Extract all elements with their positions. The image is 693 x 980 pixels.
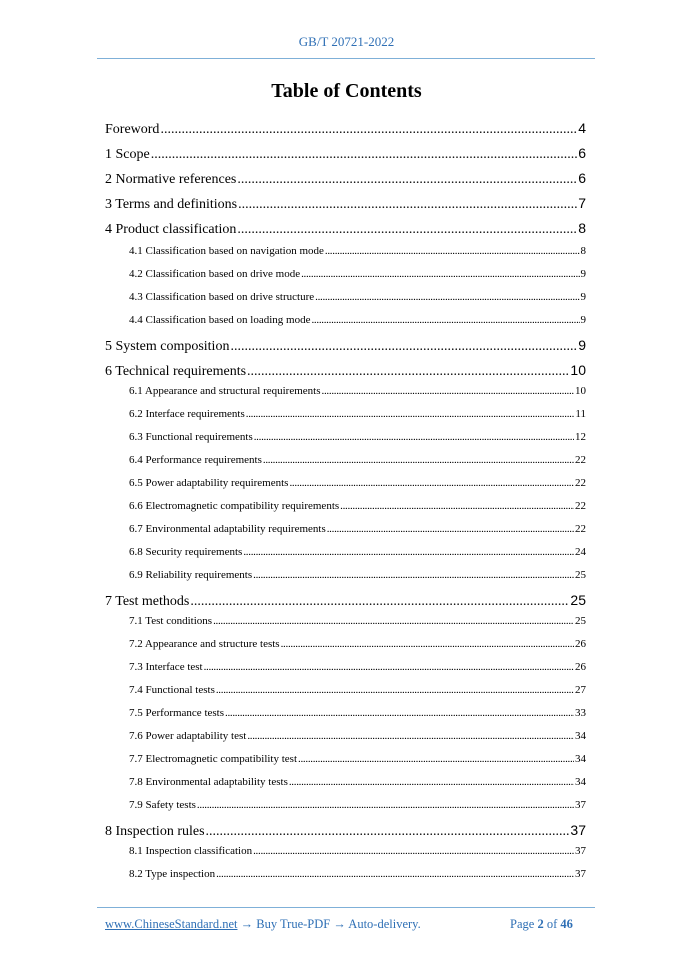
toc-entry[interactable] xyxy=(105,170,586,188)
dot-leader xyxy=(301,268,579,280)
toc-entry-title: 4.2 Classification based on drive mode xyxy=(129,268,301,280)
toc-entry-title: 7.5 Performance tests xyxy=(129,707,224,719)
current-page-number: 2 xyxy=(537,917,544,931)
toc-entry-title: 7.8 Environmental adaptability tests xyxy=(129,776,288,788)
toc-entry-title: 4 Product classification xyxy=(105,222,237,237)
toc-entry[interactable] xyxy=(105,638,586,650)
toc-entry-page-number: 9 xyxy=(578,337,586,353)
toc-entry[interactable] xyxy=(105,268,586,280)
toc-entry-page-number: 37 xyxy=(575,799,586,811)
toc-entry-title: 6.3 Functional requirements xyxy=(129,431,253,443)
toc-entry[interactable] xyxy=(105,799,586,811)
dot-leader xyxy=(322,385,574,397)
dot-leader xyxy=(247,730,574,742)
toc-entry-page-number: 25 xyxy=(570,592,586,608)
toc-entry[interactable] xyxy=(105,753,586,765)
toc-entry-page-number: 11 xyxy=(575,408,586,420)
toc-entry-title: Foreword xyxy=(105,122,160,137)
toc-entry-title: 6.1 Appearance and structural requirements xyxy=(129,385,321,397)
site-link[interactable]: www.ChineseStandard.net xyxy=(105,917,238,931)
total-page-number: 46 xyxy=(560,917,573,931)
toc-entry-title: 7.9 Safety tests xyxy=(129,799,196,811)
toc-entry-page-number: 26 xyxy=(575,661,586,673)
toc-entry-title: 6.2 Interface requirements xyxy=(129,408,245,420)
toc-entry[interactable] xyxy=(105,245,586,257)
toc-entry-page-number: 6 xyxy=(578,145,586,161)
footer-promo xyxy=(105,917,421,932)
toc-entry[interactable] xyxy=(105,408,586,420)
toc-entry-title: 7.1 Test conditions xyxy=(129,615,213,627)
dot-leader xyxy=(216,868,574,880)
toc-entry[interactable] xyxy=(105,500,586,512)
dot-leader xyxy=(238,197,577,213)
toc-entry[interactable] xyxy=(105,477,586,489)
toc-entry-page-number: 8 xyxy=(580,245,586,257)
dot-leader xyxy=(247,364,569,380)
dot-leader xyxy=(327,523,574,535)
page-prefix: Page xyxy=(510,917,535,931)
toc-entry-page-number: 4 xyxy=(578,120,586,136)
toc-entry-page-number: 6 xyxy=(578,170,586,186)
toc-entry-page-number: 8 xyxy=(578,220,586,236)
toc-entry-page-number: 7 xyxy=(578,195,586,211)
toc-entry-page-number: 25 xyxy=(575,615,586,627)
toc-entry-page-number: 33 xyxy=(575,707,586,719)
toc-entry-title: 7.2 Appearance and structure tests xyxy=(129,638,280,650)
dot-leader xyxy=(253,569,574,581)
page-title: Table of Contents xyxy=(271,80,422,102)
dot-leader xyxy=(263,454,574,466)
toc-entry-page-number: 25 xyxy=(575,569,586,581)
dot-leader xyxy=(204,661,574,673)
dot-leader xyxy=(160,122,577,138)
toc-entry-title: 2 Normative references xyxy=(105,172,237,187)
toc-entry[interactable] xyxy=(105,220,586,238)
toc-entry[interactable] xyxy=(105,314,586,326)
toc-entry[interactable] xyxy=(105,661,586,673)
dot-leader xyxy=(311,314,579,326)
toc-entry[interactable] xyxy=(105,707,586,719)
toc-entry[interactable] xyxy=(105,362,586,380)
toc-entry-page-number: 10 xyxy=(570,362,586,378)
toc-entry-page-number: 22 xyxy=(575,523,586,535)
toc-entry-page-number: 9 xyxy=(580,314,586,326)
toc-entry-title: 6.6 Electromagnetic compatibility requirements xyxy=(129,500,340,512)
toc-entry-title: 8 Inspection rules xyxy=(105,824,205,839)
toc-entry-title: 3 Terms and definitions xyxy=(105,197,238,212)
promo-text: → Buy True-PDF → Auto-delivery. xyxy=(237,917,421,931)
toc-entry-page-number: 37 xyxy=(575,868,586,880)
toc-entry-page-number: 34 xyxy=(575,753,586,765)
toc-entry[interactable] xyxy=(105,569,586,581)
toc-entry-page-number: 37 xyxy=(570,822,586,838)
toc-entry-title: 6.4 Performance requirements xyxy=(129,454,262,466)
toc-entry-title: 8.1 Inspection classification xyxy=(129,845,253,857)
toc-entry[interactable] xyxy=(105,546,586,558)
toc-entry-title: 6 Technical requirements xyxy=(105,364,247,379)
dot-leader xyxy=(289,477,574,489)
toc-entry-title: 4.4 Classification based on loading mode xyxy=(129,314,311,326)
page-indicator xyxy=(510,917,573,932)
toc-entry-title: 7.7 Electromagnetic compatibility test xyxy=(129,753,298,765)
toc-entry-page-number: 34 xyxy=(575,776,586,788)
toc-entry[interactable] xyxy=(105,145,586,163)
toc-entry-page-number: 22 xyxy=(575,500,586,512)
toc-entry-page-number: 24 xyxy=(575,546,586,558)
toc-entry-title: 6.5 Power adaptability requirements xyxy=(129,477,289,489)
toc-entry-page-number: 37 xyxy=(575,845,586,857)
toc-entry-title: 7.6 Power adaptability test xyxy=(129,730,247,742)
dot-leader xyxy=(237,172,577,188)
toc-entry-page-number: 26 xyxy=(575,638,586,650)
dot-leader xyxy=(206,824,570,840)
dot-leader xyxy=(213,615,574,627)
toc-entry[interactable] xyxy=(105,845,586,857)
toc-entry[interactable] xyxy=(105,385,586,397)
dot-leader xyxy=(216,684,574,696)
dot-leader xyxy=(246,408,575,420)
dot-leader xyxy=(281,638,574,650)
toc-entry[interactable] xyxy=(105,592,586,610)
dot-leader xyxy=(289,776,574,788)
toc-entry[interactable] xyxy=(105,291,586,303)
toc-entry-title: 4.3 Classification based on drive structure xyxy=(129,291,315,303)
toc-entry-title: 4.1 Classification based on navigation mode xyxy=(129,245,324,257)
toc-entry-page-number: 9 xyxy=(580,268,586,280)
dot-leader xyxy=(254,431,574,443)
toc-entry-title: 7.3 Interface test xyxy=(129,661,203,673)
toc-entry[interactable] xyxy=(105,615,586,627)
page-of: of xyxy=(546,917,558,931)
toc-entry-title: 7 Test methods xyxy=(105,594,190,609)
toc-entry-page-number: 22 xyxy=(575,477,586,489)
toc-entry-page-number: 27 xyxy=(575,684,586,696)
toc-entry-title: 5 System composition xyxy=(105,339,230,354)
toc-entry[interactable] xyxy=(105,523,586,535)
toc-entry-page-number: 12 xyxy=(575,431,586,443)
toc-entry[interactable] xyxy=(105,730,586,742)
dot-leader xyxy=(340,500,574,512)
toc-entry-page-number: 10 xyxy=(575,385,586,397)
dot-leader xyxy=(190,594,569,610)
toc-entry-page-number: 34 xyxy=(575,730,586,742)
toc-entry[interactable] xyxy=(105,776,586,788)
running-header: GB/T 20721-2022 xyxy=(298,34,395,49)
toc-entry[interactable] xyxy=(105,454,586,466)
dot-leader xyxy=(237,222,577,238)
toc-entry[interactable] xyxy=(105,684,586,696)
toc-entry-page-number: 22 xyxy=(575,454,586,466)
toc-entry-title: 6.7 Environmental adaptability requirements xyxy=(129,523,326,535)
toc-entry[interactable] xyxy=(105,868,586,880)
dot-leader xyxy=(298,753,574,765)
toc-entry-title: 7.4 Functional tests xyxy=(129,684,215,696)
toc-entry-title: 6.8 Security requirements xyxy=(129,546,243,558)
toc-entry-title: 8.2 Type inspection xyxy=(129,868,216,880)
header-divider xyxy=(97,58,595,59)
dot-leader xyxy=(253,845,574,857)
footer-divider xyxy=(97,907,595,908)
dot-leader xyxy=(225,707,574,719)
toc-entry[interactable] xyxy=(105,822,586,840)
dot-leader xyxy=(325,245,580,257)
dot-leader xyxy=(230,339,577,355)
dot-leader xyxy=(243,546,574,558)
toc-entry-page-number: 9 xyxy=(580,291,586,303)
toc-entry-title: 1 Scope xyxy=(105,147,150,162)
dot-leader xyxy=(315,291,579,303)
toc-entry[interactable] xyxy=(105,337,586,355)
toc-entry[interactable] xyxy=(105,120,586,138)
dot-leader xyxy=(151,147,577,163)
toc-entry[interactable] xyxy=(105,431,586,443)
toc-entry-title: 6.9 Reliability requirements xyxy=(129,569,253,581)
toc-entry[interactable] xyxy=(105,195,586,213)
dot-leader xyxy=(197,799,574,811)
